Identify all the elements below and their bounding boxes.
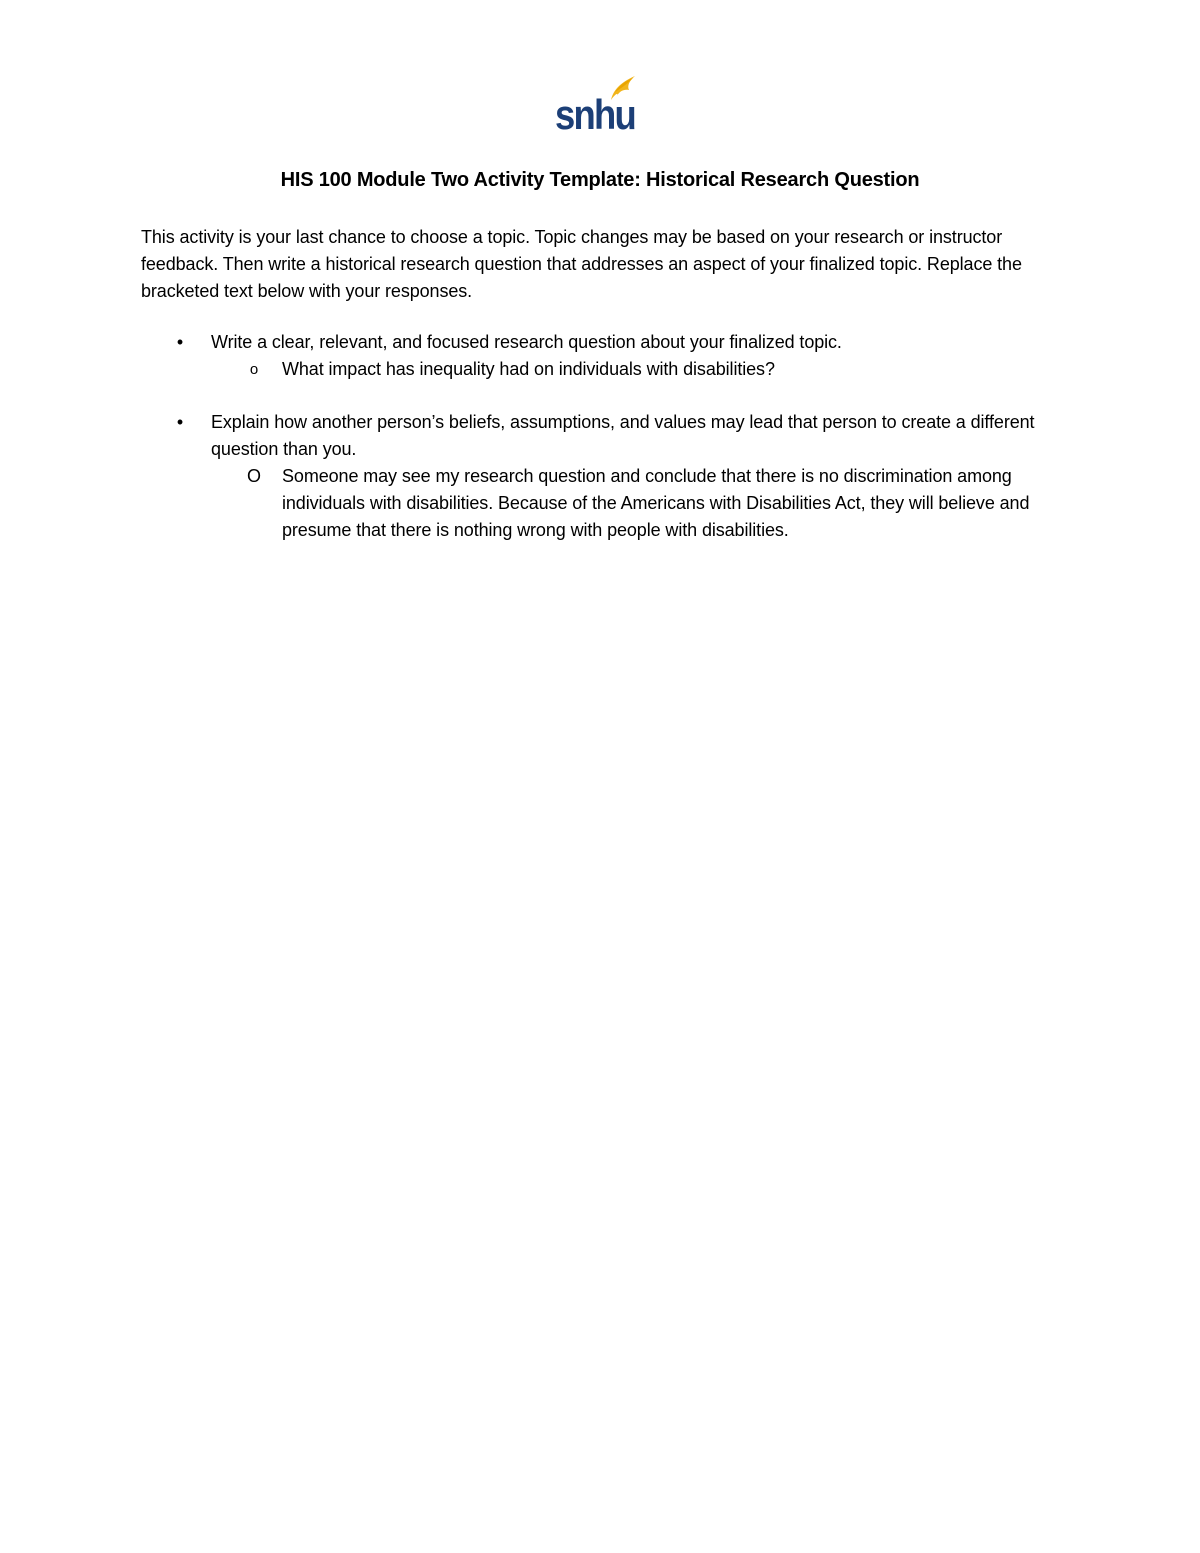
bullet-item xyxy=(141,409,1056,463)
bullet-section-1 xyxy=(141,329,1056,383)
bullet-text: Explain how another person’s beliefs, assumptions, and values may lead that person to create a different question than you. xyxy=(211,412,1035,459)
bullet-text: Write a clear, relevant, and focused research question about your finalized topic. xyxy=(211,332,842,352)
sub-bullet-item xyxy=(141,463,1056,544)
document-title: HIS 100 Module Two Activity Template: Historical Research Question xyxy=(280,169,920,191)
snhu-logo-graphic xyxy=(553,72,643,134)
sub-bullet-marker: O xyxy=(247,466,261,486)
bullet-item xyxy=(141,329,1056,356)
svg-text:snhu: snhu xyxy=(555,91,635,134)
sub-bullet-text: Someone may see my research question and conclude that there is no discrimination among individuals with disabilities. Because of the Americans with Disabilities Act, they will believe and presume that there is nothing wrong with people with disabilities. xyxy=(282,466,1030,540)
intro-paragraph: This activity is your last chance to choose a topic. Topic changes may be based on your research or instructor feedback. Then write a historical research question that addresses an aspect of your finalized topic. Replace the bracketed text below with your responses. xyxy=(141,227,1022,301)
sub-bullet-text: What impact has inequality had on individuals with disabilities? xyxy=(282,359,775,379)
sub-bullet-marker: o xyxy=(249,361,259,378)
bullet-marker: • xyxy=(176,412,184,432)
bullet-section-2 xyxy=(141,409,1056,544)
bullet-marker: • xyxy=(176,332,184,352)
snhu-logo xyxy=(553,72,643,134)
sub-bullet-item xyxy=(141,356,1056,383)
